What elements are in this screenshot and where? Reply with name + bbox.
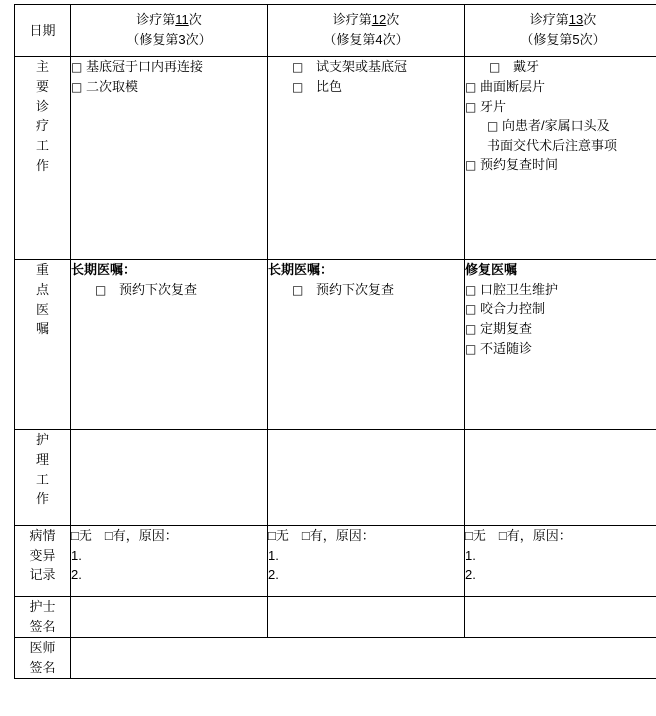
nursing-work-cell-2[interactable] — [268, 430, 465, 526]
checklist-item[interactable] — [71, 77, 267, 97]
variance-label-line-3: 记录 — [15, 565, 70, 585]
main-work-cell-3 — [465, 57, 656, 260]
nurse-signature-row — [15, 597, 656, 638]
orders-heading: 长期医嘱： — [268, 260, 464, 280]
checkbox-icon[interactable]: □ — [465, 283, 476, 297]
variance-cell-1 — [71, 526, 268, 597]
checklist-item[interactable] — [465, 339, 656, 359]
main-work-cell-1 — [71, 57, 268, 260]
doctor-signature-label-line-2: 签名 — [15, 658, 70, 678]
header-visit-suffix-3: 次 — [583, 12, 596, 27]
checklist-item-label: 牙片 — [480, 99, 506, 114]
orders-heading: 修复医嘱 — [465, 260, 656, 280]
checkbox-icon[interactable]: □ — [465, 100, 476, 114]
key-orders-label-char-3: 医 — [15, 300, 70, 320]
variance-option-line[interactable]: □无 □有，原因： — [465, 526, 656, 546]
variance-reason-number[interactable]: 2. — [71, 565, 267, 585]
main-work-label-char-5: 工 — [15, 136, 70, 156]
checklist-item[interactable] — [465, 280, 656, 300]
header-visit-prefix-1: 诊疗第 — [136, 12, 175, 27]
header-visit-title-3 — [467, 10, 656, 30]
checkbox-icon[interactable]: □ — [71, 60, 82, 74]
checklist-item-label: 比色 — [316, 79, 342, 94]
variance-cell-3 — [465, 526, 656, 597]
variance-reason-number[interactable]: 1. — [465, 546, 656, 566]
nurse-signature-label-line-2: 签名 — [15, 617, 70, 637]
nurse-signature-field[interactable] — [268, 597, 465, 638]
checklist-item[interactable] — [268, 57, 464, 77]
checklist-item-label: 咬合力控制 — [480, 301, 545, 316]
doctor-signature-field[interactable] — [71, 638, 656, 679]
checkbox-icon[interactable]: □ — [465, 322, 476, 336]
nurse-signature-label-cell — [15, 597, 71, 638]
main-work-cell-2 — [268, 57, 465, 260]
checkbox-icon[interactable]: □ — [465, 342, 476, 356]
key-medical-orders-row — [15, 260, 656, 430]
header-visit-number-2: 12 — [372, 12, 386, 27]
checklist-item[interactable] — [71, 280, 267, 300]
checklist-item-label: 口腔卫生维护 — [480, 282, 558, 297]
variance-cell-2 — [268, 526, 465, 597]
checklist-item[interactable] — [465, 97, 656, 117]
checklist-item[interactable] — [71, 57, 267, 77]
checklist-item-label: 试支架或基底冠 — [316, 59, 407, 74]
header-restoration-subtitle-1: （修复第3次） — [73, 30, 265, 50]
header-visit-title-1 — [73, 10, 265, 30]
header-restoration-subtitle-3: （修复第5次） — [467, 30, 656, 50]
checkbox-icon[interactable]: □ — [292, 60, 303, 74]
nursing-work-row — [15, 430, 656, 526]
date-label: 日期 — [17, 21, 68, 41]
checklist-item-label: 定期复查 — [480, 321, 532, 336]
header-visit-number-1: 11 — [175, 12, 189, 27]
clinical-pathway-sheet — [0, 4, 656, 716]
key-orders-label — [15, 260, 70, 339]
checklist-item[interactable] — [268, 77, 464, 97]
orders-heading: 长期医嘱： — [71, 260, 267, 280]
variance-record-row — [15, 526, 656, 597]
checkbox-icon[interactable]: □ — [95, 283, 106, 297]
main-work-label-char-2: 要 — [15, 77, 70, 97]
checklist-item[interactable] — [465, 77, 656, 97]
checklist-item[interactable] — [465, 319, 656, 339]
doctor-signature-label-cell — [15, 638, 71, 679]
variance-reason-number[interactable]: 2. — [465, 565, 656, 585]
doctor-signature-label-line-1: 医师 — [15, 638, 70, 658]
checklist-item-label: 不适随诊 — [480, 341, 532, 356]
variance-label-line-2: 变异 — [15, 546, 70, 566]
checkbox-icon[interactable]: □ — [292, 283, 303, 297]
header-restoration-subtitle-2: （修复第4次） — [270, 30, 462, 50]
key-orders-cell-2 — [268, 260, 465, 430]
header-cell-visit-1 — [71, 5, 268, 57]
checklist-item[interactable] — [465, 299, 656, 319]
main-work-label — [15, 57, 70, 176]
checklist-item-label-continued: 书面交代术后注意事项 — [465, 136, 656, 155]
variance-label-cell — [15, 526, 71, 597]
nursing-work-label-char-2: 理 — [15, 450, 70, 470]
header-cell-visit-3 — [465, 5, 656, 57]
main-work-label-cell — [15, 57, 71, 260]
variance-reason-number[interactable]: 1. — [71, 546, 267, 566]
nursing-work-label-char-1: 护 — [15, 430, 70, 450]
nursing-work-label-cell — [15, 430, 71, 526]
checkbox-icon[interactable]: □ — [465, 302, 476, 316]
nursing-work-label — [15, 430, 70, 509]
nursing-work-label-char-3: 工 — [15, 470, 70, 490]
checkbox-icon[interactable]: □ — [71, 80, 82, 94]
checklist-item-label: 曲面断层片 — [480, 79, 545, 94]
table-header-row — [15, 5, 656, 57]
checklist-item[interactable] — [465, 57, 656, 77]
nurse-signature-field[interactable] — [71, 597, 268, 638]
header-visit-prefix-3: 诊疗第 — [530, 12, 569, 27]
checklist-item[interactable] — [268, 280, 464, 300]
header-visit-number-3: 13 — [569, 12, 583, 27]
key-orders-cell-1 — [71, 260, 268, 430]
checkbox-icon[interactable]: □ — [292, 80, 303, 94]
checklist-item-label: 戴牙 — [513, 59, 539, 74]
clinical-pathway-table — [14, 4, 656, 679]
main-work-label-char-4: 疗 — [15, 116, 70, 136]
checkbox-icon[interactable]: □ — [465, 158, 476, 172]
header-visit-prefix-2: 诊疗第 — [333, 12, 372, 27]
checkbox-icon[interactable]: □ — [465, 80, 476, 94]
key-orders-label-char-4: 嘱 — [15, 319, 70, 339]
checkbox-icon[interactable]: □ — [489, 60, 500, 74]
checklist-item-label: 预约下次复查 — [316, 282, 394, 297]
variance-label-line-1: 病情 — [15, 526, 70, 546]
header-date-label-cell — [15, 5, 71, 57]
header-cell-visit-2 — [268, 5, 465, 57]
checklist-item-label: 预约复查时间 — [480, 157, 558, 172]
key-orders-label-cell — [15, 260, 71, 430]
header-visit-title-2 — [270, 10, 462, 30]
main-work-label-char-1: 主 — [15, 57, 70, 77]
variance-option-line[interactable]: □无 □有，原因： — [268, 526, 464, 546]
nursing-work-label-char-4: 作 — [15, 489, 70, 509]
variance-reason-number[interactable]: 2. — [268, 565, 464, 585]
key-orders-label-char-1: 重 — [15, 260, 70, 280]
checklist-item-label: 二次取模 — [86, 79, 138, 94]
checklist-item[interactable] — [465, 155, 656, 175]
main-work-label-char-6: 作 — [15, 156, 70, 176]
nurse-signature-label-line-1: 护士 — [15, 597, 70, 617]
checkbox-icon[interactable]: □ — [487, 119, 498, 133]
doctor-signature-row — [15, 638, 656, 679]
checklist-item-label: 基底冠于口内再连接 — [86, 59, 203, 74]
key-orders-label-char-2: 点 — [15, 280, 70, 300]
nursing-work-cell-3[interactable] — [465, 430, 656, 526]
variance-reason-number[interactable]: 1. — [268, 546, 464, 566]
nursing-work-cell-1[interactable] — [71, 430, 268, 526]
key-orders-cell-3 — [465, 260, 656, 430]
main-work-label-char-3: 诊 — [15, 97, 70, 117]
nurse-signature-field[interactable] — [465, 597, 656, 638]
checklist-item-label: 预约下次复查 — [119, 282, 197, 297]
header-visit-suffix-2: 次 — [386, 12, 399, 27]
main-treatment-work-row — [15, 57, 656, 260]
checklist-item-label: 向患者/家属口头及 — [502, 118, 610, 133]
checklist-item[interactable] — [465, 116, 656, 136]
variance-option-line[interactable]: □无 □有，原因： — [71, 526, 267, 546]
header-visit-suffix-1: 次 — [189, 12, 202, 27]
